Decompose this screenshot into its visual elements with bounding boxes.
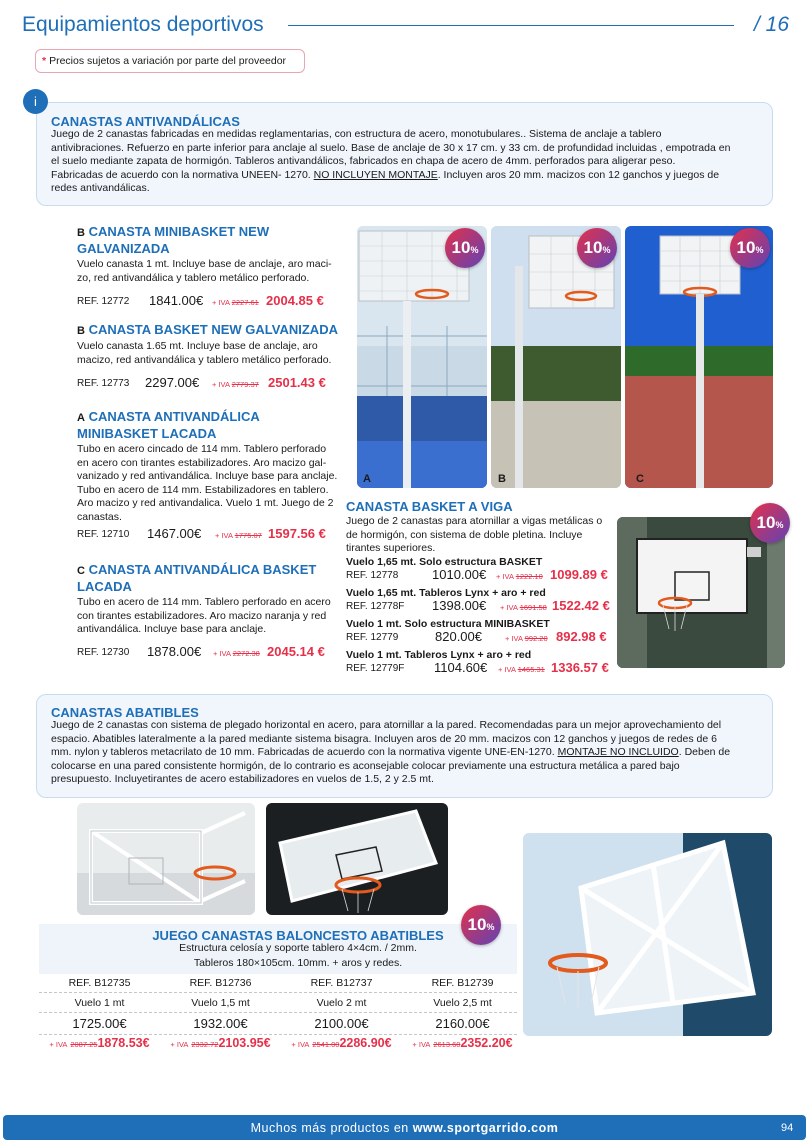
- info-icon: i: [23, 89, 48, 114]
- photo-label-b: B: [498, 473, 506, 485]
- iva-text: + IVA: [212, 380, 230, 389]
- desc-text: . Deben de: [678, 746, 731, 759]
- badge-value: 10: [583, 238, 603, 257]
- desc-line: antivandálica. Incluye base para anclaje.: [77, 623, 267, 635]
- variant-price: 820.00€: [435, 629, 482, 644]
- table-cell-ref: REF. B12735: [68, 977, 131, 989]
- abatibles-title: JUEGO CANASTAS BALONCESTO ABATIBLES: [152, 928, 444, 943]
- basket-image: [77, 803, 255, 915]
- iva-label: [212, 380, 259, 389]
- desc-line: Juego de 2 canastas fabricadas en medidas reglamentarias, con estructura de acero, monotubulares.. Sistema de anclaje a tablero: [51, 128, 662, 140]
- table-cell-vuelo: Vuelo 1 mt: [74, 997, 125, 1009]
- final-price: 1597.56 €: [268, 526, 326, 541]
- desc-text: mm. nylon y tableros metacrilato de 10 mm. Fabricadas de acuerdo con la normativa vigente UNE-EN-1270.: [51, 746, 558, 759]
- table-cell-price: 1932.00€: [193, 1016, 248, 1031]
- product-description: [77, 443, 352, 524]
- iva-text: + IVA: [49, 1040, 68, 1049]
- title-line: LACADA: [77, 579, 132, 594]
- iva-text: + IVA: [412, 1040, 431, 1049]
- iva-text: + IVA: [213, 649, 231, 658]
- table-cell-final: [402, 1036, 523, 1050]
- desc-line: Juego de 2 canastas para atornillar a vigas metálicas o: [346, 515, 603, 527]
- montaje-note: MONTAJE NO INCLUIDO: [557, 746, 679, 759]
- desc-line: espacio. Abatibles lateralmente a la pared mediante sistema bisagra. Incluyen aros de 20 mm. macizos con 12 ganchos y juegos de redes de 6: [51, 732, 717, 745]
- variant-row: [346, 618, 614, 649]
- variant-ref: REF. 12778F: [346, 601, 405, 612]
- iva-old-price: 1465.31: [517, 665, 545, 674]
- price-notice: [35, 49, 305, 73]
- iva-old-price: 1691.58: [519, 603, 547, 612]
- desc-line: zo, red antivandálica y tablero metálico perforado.: [77, 271, 310, 284]
- title-line: CANASTA MINIBASKET NEW: [88, 224, 270, 239]
- footer-bar: [3, 1115, 806, 1140]
- iva-old-price: 2541.00: [312, 1040, 340, 1049]
- badge-unit: %: [775, 520, 784, 530]
- final-price: 892.98 €: [556, 629, 607, 644]
- product-letter: C: [77, 565, 85, 577]
- table-cell-vuelo: Vuelo 1,5 mt: [191, 997, 250, 1009]
- product-description: [77, 340, 352, 367]
- final-price: 1878.53€: [97, 1036, 150, 1050]
- page-number: 94: [781, 1122, 794, 1134]
- iva-text: + IVA: [505, 634, 523, 643]
- final-price: 2352.20€: [460, 1036, 513, 1050]
- iva-old-price: 2272.38: [232, 649, 260, 658]
- desc-line: Tubo en acero de 114 mm. Estabilizadores en tablero.: [77, 483, 329, 496]
- product-title: [77, 224, 352, 256]
- table-cell-ref: REF. B12736: [189, 977, 252, 989]
- desc-line: Tubo en acero de 114 mm. Tablero perforado en acero: [77, 596, 331, 608]
- product-basket-lacada: [77, 562, 352, 637]
- product-price: 1878.00€: [147, 644, 202, 659]
- table-cell-final: [281, 1036, 402, 1050]
- photo-abatible-2: [266, 803, 448, 915]
- viga-variants: [346, 556, 614, 680]
- website-link[interactable]: www.sportgarrido.com: [412, 1121, 559, 1135]
- iva-label: [212, 298, 259, 307]
- footer-text: Muchos más productos en: [250, 1121, 413, 1135]
- photo-label-c: C: [636, 473, 644, 485]
- variant-name: Vuelo 1,65 mt. Solo estructura BASKET: [346, 556, 543, 568]
- product-letter: B: [77, 325, 85, 337]
- box-description: [51, 719, 766, 787]
- table-cell-final: [39, 1036, 160, 1050]
- desc-line: tirantes superiores.: [346, 542, 436, 554]
- variant-row: [346, 649, 614, 680]
- iva-old-price: 1222.10: [515, 572, 543, 581]
- variant-name: Vuelo 1 mt. Tableros Lynx + aro + red: [346, 649, 532, 661]
- badge-value: 10: [451, 238, 471, 257]
- table-cell-ref: REF. B12739: [431, 977, 494, 989]
- iva-label: [496, 572, 543, 581]
- product-basket-viga: [346, 499, 614, 556]
- title-line: CANASTA ANTIVANDÁLICA BASKET: [88, 562, 317, 577]
- table-cell-price: 2160.00€: [435, 1016, 490, 1031]
- page-title: Equipamientos deportivos: [22, 13, 264, 36]
- final-price: 2501.43 €: [268, 375, 326, 390]
- desc-line: en acero con tirantes estabilizadores. Aro macizo gal-: [77, 456, 327, 469]
- desc-line: el suelo mediante zapata de hormigón. Tableros antivandálicos, fabricados en chapa de acero de 4mm. perforados para aligerar peso.: [51, 155, 676, 168]
- iva-text: + IVA: [212, 298, 230, 307]
- product-title: [77, 562, 352, 594]
- variant-ref: REF. 12779F: [346, 663, 405, 674]
- iva-old-price: 2227.61: [231, 298, 259, 307]
- desc-line: colocarse en una pared consistente hormigón, de lo contrario es aconsejable colocar previamente una estructura metálica a pared bajo: [51, 759, 680, 772]
- photo-abatible-1: [77, 803, 255, 915]
- iva-text: + IVA: [496, 572, 514, 581]
- desc-line: presupuesto. Incluyetirantes de acero estabilizadores en vuelos de 1.5, 2 y 2.5 mt.: [51, 773, 434, 786]
- variant-name: Vuelo 1,65 mt. Tableros Lynx + aro + red: [346, 587, 546, 599]
- product-price: 1841.00€: [149, 293, 204, 308]
- final-price: 1099.89 €: [550, 567, 608, 582]
- box-description: [51, 128, 766, 196]
- variant-ref: REF. 12778: [346, 570, 399, 581]
- discount-badge: [445, 228, 485, 268]
- notice-text: Precios sujetos a variación por parte del proveedor: [49, 55, 287, 67]
- iva-text: + IVA: [291, 1040, 310, 1049]
- final-price: 2045.14 €: [267, 644, 325, 659]
- table-cell-vuelo: Vuelo 2 mt: [316, 997, 367, 1009]
- iva-old-price: 2779.37: [231, 380, 259, 389]
- desc-line: macizo, red antivandálica y tablero metálico perforado.: [77, 353, 332, 366]
- variant-price: 1010.00€: [432, 567, 487, 582]
- variant-price: 1104.60€: [434, 660, 488, 675]
- price-row: [77, 525, 352, 545]
- final-price: 2286.90€: [339, 1036, 392, 1050]
- desc-line: redes antivandálicas.: [51, 182, 150, 195]
- final-price: 2103.95€: [218, 1036, 271, 1050]
- product-basket-new: [77, 322, 352, 367]
- variant-row: [346, 556, 614, 587]
- desc-line: vanizado y red antivandálica. Incluye base para anclaje.: [77, 470, 338, 482]
- iva-text: + IVA: [215, 531, 233, 540]
- variant-row: [346, 587, 614, 618]
- product-price: 2297.00€: [145, 375, 200, 390]
- desc-line: Tubo en acero cincado de 114 mm. Tablero perforado: [77, 443, 327, 455]
- iva-old-price: 2087.25: [70, 1040, 98, 1049]
- table-cell-price: 1725.00€: [72, 1016, 127, 1031]
- basket-image: [266, 803, 448, 915]
- iva-old-price: 992.20: [524, 634, 548, 643]
- table-cell-final: [160, 1036, 281, 1050]
- iva-label: [498, 665, 545, 674]
- iva-label: [500, 603, 547, 612]
- badge-value: 10: [467, 915, 487, 934]
- badge-value: 10: [756, 513, 776, 532]
- iva-text: + IVA: [498, 665, 516, 674]
- table-cell-ref: REF. B12737: [310, 977, 373, 989]
- basket-image: [523, 833, 772, 1036]
- title-line: GALVANIZADA: [77, 241, 170, 256]
- iva-label: [213, 649, 260, 658]
- photo-label-a: A: [363, 473, 371, 485]
- section-number: / 16: [754, 13, 790, 36]
- abatibles-table: [39, 977, 523, 1052]
- iva-label: [215, 531, 262, 540]
- table-cell-price: 2100.00€: [314, 1016, 369, 1031]
- discount-badge: [730, 228, 770, 268]
- variant-name: Vuelo 1 mt. Solo estructura MINIBASKET: [346, 618, 550, 630]
- discount-badge: [461, 905, 501, 945]
- asterisk: *: [42, 55, 47, 67]
- desc-line: [51, 746, 766, 760]
- product-ref: REF. 12772: [77, 296, 130, 307]
- badge-unit: %: [755, 245, 764, 255]
- product-description: [77, 596, 352, 637]
- footer-promo: [3, 1121, 806, 1135]
- badge-unit: %: [602, 245, 611, 255]
- desc-line: Vuelo canasta 1.65 mt. Incluye base de anclaje, aro: [77, 340, 318, 352]
- desc-line: antivibraciones. Refuerzo en parte inferior para anclaje al suelo. Base de anclaje de 30 x 17 cm. y 33 cm. de profundidad incluidas , empotrada en: [51, 141, 731, 154]
- variant-price: 1398.00€: [432, 598, 487, 613]
- iva-text: + IVA: [170, 1040, 189, 1049]
- box-title-antivandalicas: CANASTAS ANTIVANDÁLICAS: [51, 114, 240, 129]
- price-row: [77, 374, 352, 394]
- product-minibasket-new: [77, 224, 352, 285]
- abatibles-subtitle-1: Estructura celosía y soporte tablero 4×4cm. / 2mm.: [179, 942, 417, 954]
- iva-old-price: 2332.72: [191, 1040, 219, 1049]
- box-title-abatibles: CANASTAS ABATIBLES: [51, 705, 199, 720]
- iva-text: + IVA: [500, 603, 518, 612]
- desc-line: Vuelo canasta 1 mt. Incluye base de anclaje, aro maci-: [77, 258, 332, 270]
- iva-old-price: 1775.07: [234, 531, 262, 540]
- product-ref: REF. 12773: [77, 378, 130, 389]
- title-line: MINIBASKET LACADA: [77, 426, 217, 441]
- abatibles-subtitle-2: Tableros 180×105cm. 10mm. + aros y redes.: [193, 957, 403, 969]
- final-price: 2004.85 €: [266, 293, 324, 308]
- badge-unit: %: [486, 922, 495, 932]
- desc-line: Juego de 2 canastas con sistema de plegado horizontal en acero, para atornillar a la pared. Recomendadas para un mejor aprovechamiento del: [51, 719, 722, 731]
- product-minibasket-lacada: [77, 409, 352, 524]
- desc-text: Fabricadas de acuerdo con la normativa UNEEN- 1270.: [51, 168, 314, 181]
- product-letter: A: [77, 412, 85, 424]
- discount-badge: [577, 228, 617, 268]
- no-montaje-note: NO INCLUYEN MONTAJE: [313, 168, 438, 181]
- photo-abatible-3: [523, 833, 772, 1036]
- product-title: [77, 409, 352, 441]
- desc-line: con tirantes estabilizadores. Aro macizo naranja y red: [77, 609, 327, 622]
- desc-line: de hormigón, con sistema de doble pletina. Incluye: [346, 528, 583, 541]
- product-ref: REF. 12710: [77, 529, 130, 540]
- price-row: [77, 292, 352, 312]
- final-price: 1336.57 €: [551, 660, 609, 675]
- product-ref: REF. 12730: [77, 647, 130, 658]
- badge-unit: %: [470, 245, 479, 255]
- product-price: 1467.00€: [147, 526, 202, 541]
- product-letter: B: [77, 227, 85, 239]
- title-line: CANASTA ANTIVANDÁLICA: [88, 409, 260, 424]
- final-price: 1522.42 €: [552, 598, 610, 613]
- discount-badge: [750, 503, 790, 543]
- product-title: CANASTA BASKET A VIGA: [346, 499, 513, 514]
- title-line: CANASTA BASKET NEW GALVANIZADA: [88, 322, 338, 337]
- product-description: [77, 258, 352, 285]
- desc-line: Aro macizo y red antivandalica. Vuelo 1 mt. Juego de 2: [77, 497, 334, 509]
- variant-ref: REF. 12779: [346, 632, 399, 643]
- desc-line: [51, 169, 766, 183]
- table-cell-vuelo: Vuelo 2,5 mt: [433, 997, 492, 1009]
- product-title: [77, 322, 352, 339]
- product-description: [346, 515, 614, 556]
- desc-line: canastas.: [77, 510, 122, 523]
- iva-old-price: 2613.60: [433, 1040, 461, 1049]
- desc-text: . Incluyen aros 20 mm. macizos con 12 ganchos y juegos de: [437, 168, 720, 181]
- badge-value: 10: [736, 238, 756, 257]
- iva-label: [505, 634, 548, 643]
- header-rule: [288, 25, 734, 26]
- price-row: [77, 643, 352, 663]
